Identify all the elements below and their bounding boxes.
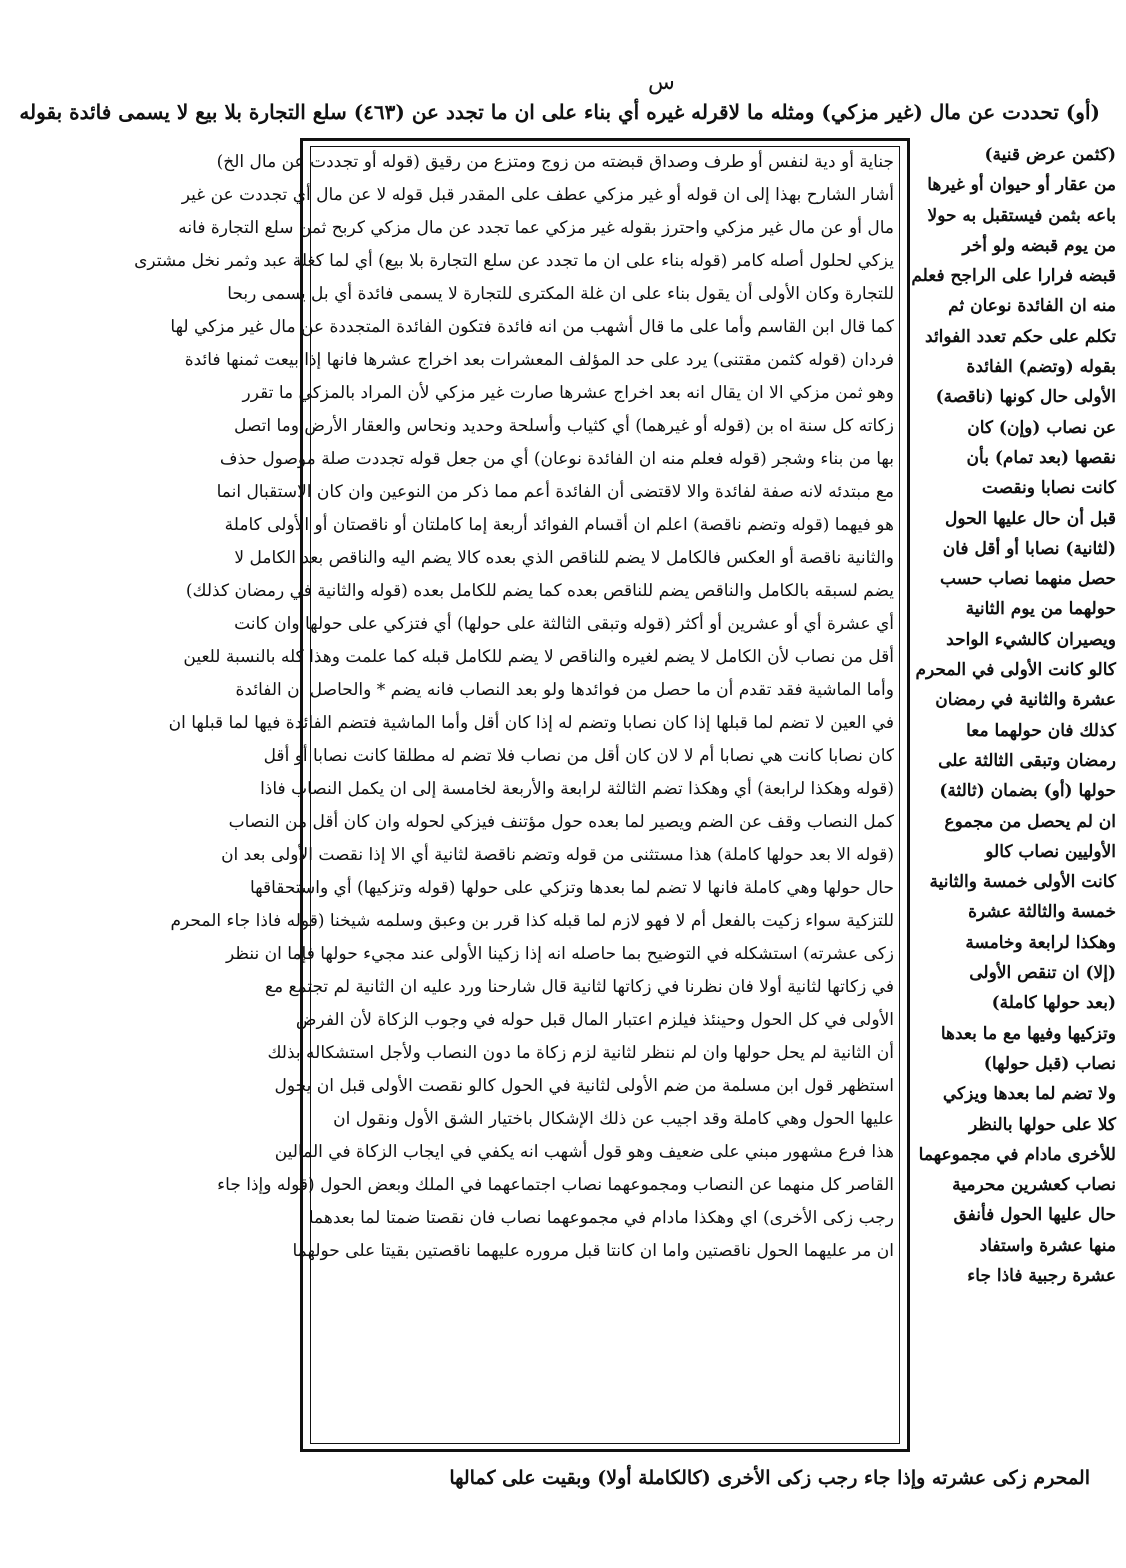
body-line: أقل من نصاب لأن الكامل لا يضم لغيره والناقص لا يضم للكامل قبله كما علمت وهذا كله بالنسبة للعين: [183, 647, 894, 667]
margin-line: حولهما من يوم الثانية: [965, 599, 1116, 620]
margin-line: كالو كانت الأولى في المحرم: [915, 660, 1116, 681]
margin-line: تكلم على حكم تعدد الفوائد: [925, 326, 1116, 347]
margin-line: نقصها (بعد تمام) بأن: [966, 447, 1116, 468]
body-line: للتزكية سواء زكيت بالفعل أم لا فهو لازم لما قبله كذا قرر بن وعبق وسلمه شيخنا (قوله فاذا جاء المحرم: [170, 911, 894, 931]
margin-line: نصاب (قبل حولها): [983, 1053, 1116, 1074]
margin-line: باعه بثمن فيستقبل به حولا: [927, 205, 1116, 226]
body-line: حال حولها وهي كاملة فانها لا تضم لما بعدها وتزكي على حولها (قوله وتزكيها) أي واستحقاقها: [249, 878, 894, 898]
header-line: (أو) تحددت عن مال (غير مزكي) ومثله ما لاقرله غيره أي بناء على ان ما تجدد عن (٤٦٣) سلع التجارة بلا بيع لا يسمى فائدة بقوله: [19, 100, 1100, 124]
body-line: أن الثانية لم يحل حولها وان لم ننظر لثانية لزم زكاة ما دون النصاب ولأجل استشكاله بذلك: [267, 1043, 894, 1063]
footer-line: المحرم زكى عشرته وإذا جاء رجب زكى الأخرى (كالكاملة أولا) وبقيت على كمالها: [449, 1467, 1090, 1489]
margin-line: خمسة والثالثة عشرة: [968, 902, 1116, 923]
margin-line: ولا تضم لما بعدها ويزكي: [942, 1084, 1116, 1105]
margin-line: نصاب كعشرين محرمية: [952, 1175, 1116, 1196]
margin-line: قبضه فرارا على الراجح فعلم: [911, 266, 1116, 287]
margin-line: الأوليين نصاب كالو: [985, 841, 1116, 862]
page-number: س: [648, 70, 675, 95]
margin-line: كذلك فان حولهما معا: [966, 720, 1116, 741]
body-line: عليها الحول وهي كاملة وقد اجيب عن ذلك الإشكال باختيار الشق الأول ونقول ان: [333, 1109, 894, 1129]
body-line: رجب زكى الأخرى) اي وهكذا مادام في مجموعهما نصاب فان نقصتا ضمتا لما بعدهما: [308, 1208, 894, 1228]
body-line: وأما الماشية فقد تقدم أن ما حصل من فوائدها ولو بعد النصاب فانه يضم * والحاصل ان الفائدة: [235, 680, 894, 700]
commentary-text: [134, 146, 894, 1442]
body-line: مع مبتدئه لانه صفة لفائدة والا لاقتضى أن الفائدة أعم مما ذكر من النوعين وان كان الاستقبال انما: [216, 482, 894, 502]
margin-line: كانت الأولى خمسة والثانية: [929, 872, 1116, 893]
margin-line: حصل منهما نصاب حسب: [940, 569, 1116, 590]
margin-line: حولها (أو) بضمان (ثالثة): [939, 781, 1116, 802]
margin-line: من عقار أو حيوان أو غيرها: [927, 175, 1116, 196]
body-line: ان مر عليهما الحول ناقصتين واما ان كانتا قبل مروره عليهما ناقصتين بقيتا على حولهما: [292, 1241, 894, 1261]
margin-line: ويصيران كالشيء الواحد: [946, 629, 1116, 650]
margin-line: كلا على حولها بالنظر: [969, 1114, 1116, 1135]
margin-line: بقوله (وتضم) الفائدة: [966, 357, 1116, 378]
margin-line: للأخرى مادام في مجموعهما: [918, 1144, 1116, 1165]
body-line: استظهر قول ابن مسلمة من ضم الأولى لثانية في الحول كالو نقصت الأولى قبل ان يحول: [274, 1076, 894, 1096]
margin-line: وتزكيها وفيها مع ما بعدها: [940, 1023, 1116, 1044]
body-line: (قوله الا بعد حولها كاملة) هذا مستثنى من قوله وتضم ناقصة لثانية أي الا إذا نقصت الأولى بعد ان: [221, 845, 894, 865]
body-line: في العين لا تضم لما قبلها إذا كان نصابا وتضم له إذا كان أقل وأما الماشية فتضم الفائدة فيها لما قبلها ان: [168, 713, 894, 733]
body-line: كان نصابا كانت هي نصابا أم لا لان كان أقل من نصاب فلا تضم له مطلقا كانت نصابا أو أقل: [263, 746, 894, 766]
body-line: زكى عشرته) استشكله في التوضيح بما حاصله انه إذا زكينا الأولى عند مجيء حولها فإما ان ننظر: [226, 944, 894, 964]
body-line: أشار الشارح بهذا إلى ان قوله أو غير مزكي عطف على المقدر قبل قوله لا عن مال أي تجددت عن غير: [181, 185, 894, 205]
margin-line: حال عليها الحول فأنفق: [953, 1205, 1116, 1226]
body-line: جناية أو دية لنفس أو طرف وصداق قبضته من زوج ومتزع من رقيق (قوله أو تجددت عن مال الخ): [216, 152, 894, 172]
body-line: في زكاتها لثانية أولا فان نظرنا في زكاتها لثانية قال شارحنا ورد عليه ان الثانية لم تجتمع مع: [264, 977, 894, 997]
body-line: والثانية ناقصة أو العكس فالكامل لا يضم للناقص الذي بعده كالا يضم اليه والناقص بعد الكامل لا: [234, 548, 894, 568]
body-line: كمل النصاب وقف عن الضم ويصير لما بعده حول مؤتنف فيزكي لحوله وان كان أقل من النصاب: [228, 812, 894, 832]
body-line: للتجارة وكان الأولى أن يقول بناء على ان غلة المكترى للتجارة لا يسمى فائدة أي بل يسمى ربحا: [227, 284, 894, 304]
body-line: مال أو عن مال غير مزكي واحترز بقوله غير مزكي عما تجدد عن مال مزكي كربح ثمن سلع التجارة فانه: [178, 218, 894, 238]
margin-line: ان لم يحصل من مجموع: [944, 811, 1116, 832]
margin-line: عشرة رجبية فاذا جاء: [967, 1265, 1116, 1286]
margin-line: (كثمن عرض قنية): [984, 145, 1116, 165]
body-line: يضم لسبقه بالكامل والناقص يضم للناقص بعده كما يضم للكامل بعده (قوله والثانية في رمضان كذلك): [185, 581, 894, 601]
margin-line: (بعد حولها كاملة): [991, 993, 1116, 1014]
margin-line: الأولى حال كونها (ناقصة): [935, 387, 1116, 408]
margin-column: [911, 140, 1116, 1462]
body-line: يزكي لحلول أصله كامر (قوله بناء على ان ما تجدد عن سلع التجارة بلا بيع) أي لما كغلة عبد وثمر نخل مشترى: [134, 251, 894, 271]
body-line: كما قال ابن القاسم وأما على ما قال أشهب من انه فائدة فتكون الفائدة المتجددة عن مال غير مزكي لها: [170, 317, 894, 337]
body-line: الأولى في كل الحول وحينئذ فيلزم اعتبار المال قبل حوله في وجوب الزكاة لأن الفرض: [295, 1010, 894, 1030]
body-line: وهو ثمن مزكي الا ان يقال انه بعد اخراج عشرها صارت غير مزكي لأن المراد بالمزكي ما تقرر: [242, 383, 894, 403]
margin-line: (لثانية) نصابا أو أقل فان: [942, 538, 1116, 559]
body-line: بها من بناء وشجر (قوله فعلم منه ان الفائدة نوعان) أي من جعل قوله تجددت صلة موصول حذف: [219, 449, 894, 469]
body-line: هو فيهما (قوله وتضم ناقصة) اعلم ان أقسام الفوائد أربعة إما كاملتان أو ناقصتان أو الأولى كاملة: [224, 515, 894, 535]
body-line: زكاته كل سنة اه بن (قوله أو غيرهما) أي كثياب وأسلحة وحديد ونحاس والعقار الأرض وما اتصل: [234, 416, 894, 436]
body-line: (قوله وهكذا لرابعة) أي وهكذا تضم الثالثة لرابعة والأربعة لخامسة إلى ان يكمل النصاب فاذا: [260, 779, 894, 799]
margin-line: قبل أن حال عليها الحول: [945, 508, 1116, 529]
margin-line: من يوم قبضه ولو أخر: [962, 235, 1116, 256]
body-line: أي عشرة أي أو عشرين أو أكثر (قوله وتبقى الثالثة على حولها) أي فتزكي على حولها وان كانت: [234, 614, 894, 634]
margin-line: وهكذا لرابعة وخامسة: [965, 932, 1116, 953]
body-line: القاصر كل منهما عن النصاب ومجموعهما نصاب اجتماعهما في الملك وبعض الحول (قوله وإذا جاء: [217, 1175, 894, 1195]
body-line: هذا فرع مشهور مبني على ضعيف وهو قول أشهب انه يكفي في ايجاب الزكاة في المالين: [274, 1142, 894, 1162]
margin-line: منه ان الفائدة نوعان ثم: [948, 296, 1116, 317]
margin-line: عشرة والثانية في رمضان: [935, 690, 1116, 711]
body-line: فردان (قوله كثمن مقتنى) يرد على حد المؤلف المعشرات بعد اخراج عشرها فانها إذا بيعت ثمنها فائدة: [184, 350, 894, 370]
margin-line: كانت نصابا ونقصت: [981, 478, 1116, 499]
margin-line: (إلا) ان تنقص الأولى: [969, 963, 1116, 984]
margin-line: منها عشرة واستفاد: [979, 1235, 1116, 1256]
margin-line: رمضان وتبقى الثالثة على: [938, 750, 1116, 771]
margin-line: عن نصاب (وإن) كان: [967, 417, 1116, 438]
